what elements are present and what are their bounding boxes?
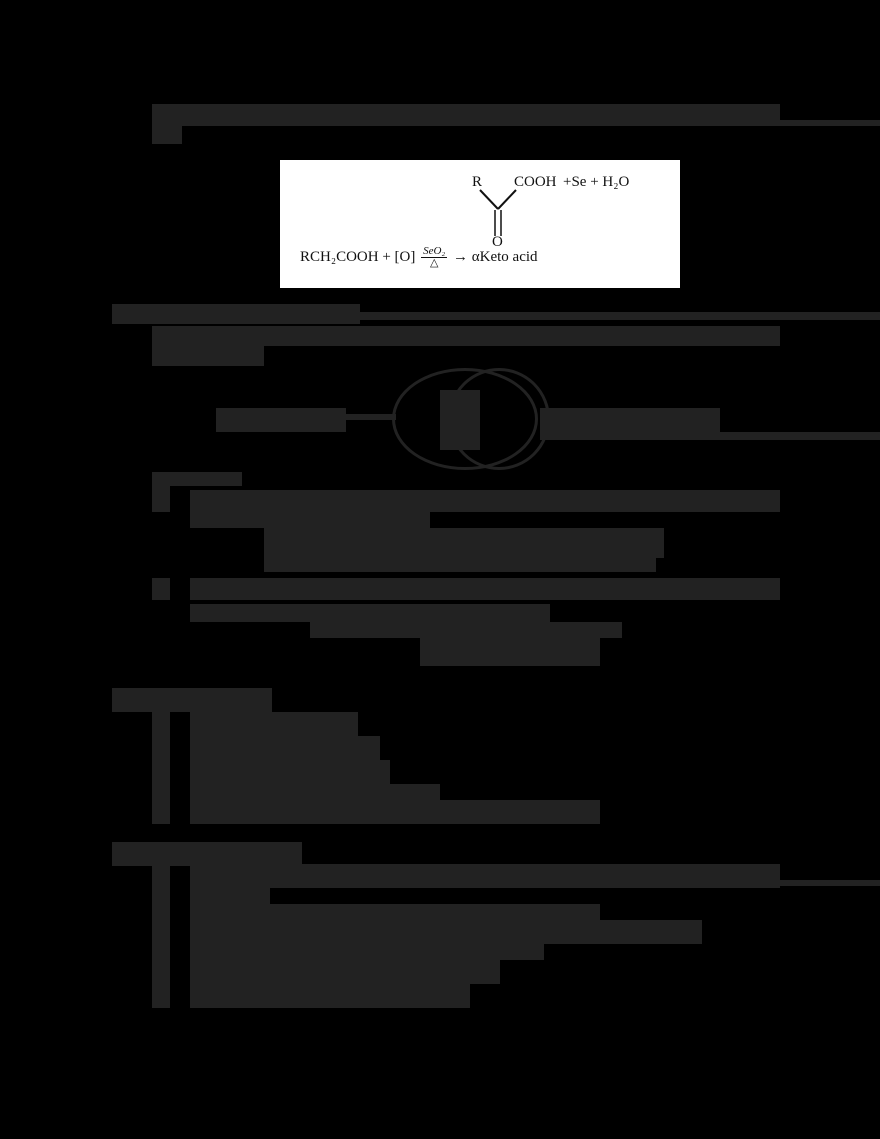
heat-symbol: △ [429,257,439,269]
redacted-text-line [190,800,600,824]
redacted-text-line [190,984,470,1008]
redacted-text-line [190,920,702,944]
redacted-formula [310,622,622,638]
redacted-diagram-core [440,390,480,450]
redacted-heading [112,304,360,324]
redacted-heading [112,688,272,712]
byproducts-label: +Se + H₂O [563,174,630,190]
redacted-text-line [190,760,390,784]
redacted-text-line [152,104,780,126]
redacted-text-line [190,960,500,984]
reagent-fraction [421,246,447,269]
acid-group-label: COOH [514,174,557,190]
redacted-text-line [190,490,780,512]
redacted-list-marker [152,486,170,512]
redacted-heading [112,842,302,866]
redacted-text-line [152,326,780,346]
redacted-text-line [190,512,430,528]
reaction-equation [300,246,538,269]
redacted-text-line [152,126,182,144]
redacted-formula [264,528,664,558]
redacted-text-line [190,944,544,960]
reagent-text: SeO₂ [423,245,446,257]
redacted-list-marker [152,578,170,600]
reaction-equation-box [280,160,680,288]
redacted-diagram-line [346,414,396,420]
redacted-text-line [190,712,358,736]
arrow-icon: → [453,248,469,265]
redacted-text-line [190,864,780,888]
redacted-list-marker [152,864,170,1008]
redacted-list-marker [152,712,170,824]
redacted-diagram-line [540,432,880,440]
redacted-text-line [152,346,264,366]
redacted-text-line [360,312,880,320]
redacted-text-line [190,604,550,622]
redacted-text-line [190,736,380,760]
redacted-formula [264,558,656,572]
r-group-label: R [472,174,483,190]
redacted-text-line [780,120,880,126]
redacted-subheading [152,472,242,486]
reactant-text: RCH₂COOH + [O] [300,248,416,265]
redacted-diagram-label-left [216,408,346,432]
product-text: αKeto acid [471,248,538,265]
carbonyl-oxygen-label: O [492,234,503,250]
redacted-diagram-label-right [540,408,720,432]
redacted-text-line [780,880,880,886]
redacted-formula [420,638,600,666]
redacted-text-line [190,578,780,600]
